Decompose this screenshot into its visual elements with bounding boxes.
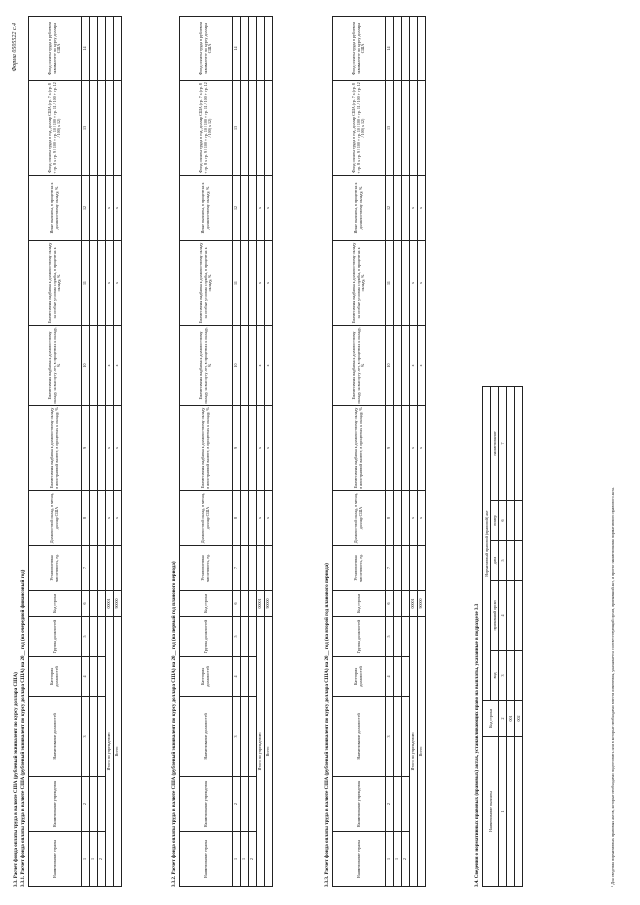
row-number: 2 [249, 832, 257, 887]
col-number: 13 [233, 81, 241, 176]
col-number: 11 [386, 241, 394, 326]
data-cell[interactable] [90, 176, 98, 241]
data-cell[interactable] [90, 697, 98, 777]
col-header: Иные выплаты, в процентах к должностному окладу, % [333, 176, 386, 241]
total-row-code: 90000 [418, 591, 426, 617]
data-cell[interactable] [402, 17, 410, 81]
data-cell[interactable] [249, 241, 257, 326]
total-row [265, 17, 273, 887]
x-mark: x [265, 491, 273, 546]
col-number: 7 [82, 546, 90, 591]
x-mark: x [418, 241, 426, 326]
data-cell[interactable] [241, 657, 249, 697]
col-number: 4 [82, 657, 90, 697]
data-cell[interactable] [90, 777, 98, 832]
norm-h-group: Нормативный правовой (правовой) акт [483, 386, 491, 700]
data-cell[interactable] [394, 406, 402, 491]
data-cell[interactable] [98, 326, 106, 406]
col-number: 14 [82, 17, 90, 81]
x-mark: x [265, 176, 273, 241]
x-mark: x [410, 241, 418, 326]
total-cell[interactable] [114, 546, 122, 591]
x-mark: x [265, 241, 273, 326]
col-number: 9 [386, 406, 394, 491]
data-cell[interactable] [90, 406, 98, 491]
col-header: Наименование должностей [333, 697, 386, 777]
norm-cell[interactable] [515, 386, 523, 500]
data-cell[interactable] [249, 777, 257, 832]
table1-title: 3.3.1. Расчет фонда оплаты труда в валюте США (рублевый эквивалент по курсу доллара США) на 20__ год (на очередной финансовый год) [21, 569, 26, 887]
data-cell[interactable] [249, 17, 257, 81]
col-header: Код строки [333, 591, 386, 617]
col-header: Должностной оклад, в месяц, доллар США [29, 491, 82, 546]
norm-num: 7 [499, 386, 507, 500]
col-number: 7 [386, 546, 394, 591]
col-header: Группа должностей [29, 617, 82, 657]
subtotal-row [257, 17, 265, 887]
row-number: 1 [241, 832, 249, 887]
x-mark: x [114, 406, 122, 491]
total-cell[interactable] [265, 81, 273, 176]
data-cell[interactable] [241, 406, 249, 491]
data-cell[interactable] [98, 17, 106, 81]
col-number: 12 [386, 176, 394, 241]
col-header: Ежемесячная надбавка к должностному окладу за выслугу лет, в процентах к окладу, % [180, 326, 233, 406]
x-mark: x [106, 406, 114, 491]
x-mark: x [418, 406, 426, 491]
total-row [114, 17, 122, 887]
fot-table-3 [332, 16, 426, 887]
x-mark: x [106, 241, 114, 326]
norm-num: 5 [499, 541, 507, 581]
col-header: Фонд оплаты труда в рублевом эквиваленте по курсу доллара США [333, 17, 386, 81]
data-cell[interactable] [394, 657, 402, 697]
data-cell[interactable] [241, 81, 249, 176]
col-number: 6 [233, 591, 241, 617]
data-cell[interactable] [90, 491, 98, 546]
col-header: Ежемесячная надбавка к должностному окладу за особые условия службы, в процентах к окладу, % [333, 241, 386, 326]
data-cell[interactable] [241, 491, 249, 546]
x-mark: x [265, 406, 273, 491]
data-cell[interactable] [249, 546, 257, 591]
col-header: Ежемесячная надбавка к должностному окладу за выслугу лет, в процентах к окладу, % [333, 326, 386, 406]
norm-h-name: Наименование выплаты [483, 737, 499, 887]
total-row-label: Всего [114, 617, 122, 887]
data-cell[interactable] [90, 326, 98, 406]
data-cell[interactable] [402, 697, 410, 777]
data-cell[interactable] [394, 697, 402, 777]
data-cell[interactable] [394, 491, 402, 546]
data-cell[interactable] [402, 657, 410, 697]
norm-cell[interactable] [515, 737, 523, 887]
table2-title: 3.3.2. Расчет фонда оплаты труда в валюте США (рублевый эквивалент по курсу доллара США) на 20__ год (на первый год планового периода) [172, 561, 177, 887]
data-cell[interactable] [241, 591, 249, 617]
col-number: 5 [233, 617, 241, 657]
col-header: Код строки [29, 591, 82, 617]
norm-h-title: наименование [491, 386, 499, 500]
col-header: Наименование должностей [180, 697, 233, 777]
data-cell[interactable] [249, 591, 257, 617]
data-cell[interactable] [90, 17, 98, 81]
subtotal-row-code: 00001 [106, 591, 114, 617]
data-cell[interactable] [249, 81, 257, 176]
norm-h-kind: вид [491, 651, 499, 701]
x-mark: x [265, 326, 273, 406]
col-number: 13 [82, 81, 90, 176]
col-header: Ежемесячная надбавка к должностному окладу за выслугу лет, в процентах к окладу, % [29, 326, 82, 406]
subtotal-row [106, 17, 114, 887]
col-number: 10 [233, 326, 241, 406]
total-row [418, 17, 426, 887]
norm-cell[interactable] [507, 651, 515, 701]
data-cell[interactable] [394, 777, 402, 832]
data-cell[interactable] [402, 81, 410, 176]
col-header: Ежемесячная надбавка к должностному окладу за особые условия службы, в процентах к окладу, % [180, 241, 233, 326]
col-number: 14 [233, 17, 241, 81]
col-header: Иные выплаты, в процентах к должностному окладу, % [29, 176, 82, 241]
data-cell[interactable] [249, 491, 257, 546]
col-header: Наименование учреждения [333, 777, 386, 832]
footnote: ¹ Для сведения нормативных правовых актов, которые необходимо подготовить или в которые необходимо внести изменения, указывается соответствующий орган, принявший акт, и проект наименования нормативного правового акта. [610, 487, 615, 887]
total-cell[interactable] [410, 17, 418, 81]
data-cell[interactable] [402, 546, 410, 591]
total-cell[interactable] [106, 81, 114, 176]
data-cell[interactable] [402, 326, 410, 406]
data-cell[interactable] [249, 697, 257, 777]
data-cell[interactable] [241, 17, 249, 81]
col-number: 11 [233, 241, 241, 326]
x-mark: x [418, 491, 426, 546]
data-cell[interactable] [394, 617, 402, 657]
x-mark: x [257, 406, 265, 491]
data-cell[interactable] [402, 491, 410, 546]
data-cell[interactable] [241, 176, 249, 241]
col-header: Наименование должностей [29, 697, 82, 777]
data-cell[interactable] [249, 176, 257, 241]
data-cell[interactable] [98, 491, 106, 546]
x-mark: x [418, 326, 426, 406]
data-cell[interactable] [90, 81, 98, 176]
total-cell[interactable] [106, 546, 114, 591]
row-number: 2 [402, 832, 410, 887]
col-header: Ежемесячная надбавка к должностному окладу в иностранной валюте, в процентах к окладу, % [29, 406, 82, 491]
x-mark: x [114, 491, 122, 546]
col-header: Ежемесячная надбавка к должностному окладу в иностранной валюте, в процентах к окладу, % [333, 406, 386, 491]
section-heading: 3.3. Расчет фонда оплаты труда в валюте США (рублевый эквивалент по курсу доллара США) [14, 672, 19, 887]
data-cell[interactable] [98, 176, 106, 241]
data-cell[interactable] [402, 617, 410, 657]
data-cell[interactable] [98, 81, 106, 176]
x-mark: x [410, 326, 418, 406]
norm-cell[interactable] [515, 501, 523, 541]
col-number: 4 [386, 657, 394, 697]
data-cell[interactable] [249, 326, 257, 406]
norm-num: 1 [499, 737, 507, 887]
x-mark: x [257, 491, 265, 546]
norm-h-number: номер [491, 501, 499, 541]
col-header: Фонд оплаты труда в рублевом эквиваленте по курсу доллара США [29, 17, 82, 81]
data-cell[interactable] [249, 657, 257, 697]
data-cell[interactable] [394, 81, 402, 176]
col-header: Код строки [180, 591, 233, 617]
col-header: Наименование страны [180, 832, 233, 887]
col-number: 10 [82, 326, 90, 406]
col-number: 5 [82, 617, 90, 657]
data-cell[interactable] [90, 617, 98, 657]
col-number: 9 [82, 406, 90, 491]
col-header: Установленная численность, ед. [180, 546, 233, 591]
x-mark: x [418, 176, 426, 241]
data-cell[interactable] [241, 697, 249, 777]
data-cell[interactable] [402, 406, 410, 491]
col-header: Наименование страны [333, 832, 386, 887]
normative-title: 3.4. Сведения о нормативных правовых (правовых) актах, устанавливающих право на выплаты, указанные в подразделе 3.3 [475, 603, 480, 887]
total-row-code: 90000 [114, 591, 122, 617]
data-cell[interactable] [394, 326, 402, 406]
data-cell[interactable] [249, 406, 257, 491]
data-cell[interactable] [98, 657, 106, 697]
norm-code: 002 [515, 701, 523, 737]
total-row-label: Всего [418, 617, 426, 887]
col-header: Иные выплаты, в процентах к должностному окладу, % [180, 176, 233, 241]
total-cell[interactable] [265, 17, 273, 81]
data-cell[interactable] [394, 176, 402, 241]
col-number: 5 [386, 617, 394, 657]
data-cell[interactable] [394, 591, 402, 617]
x-mark: x [114, 326, 122, 406]
col-header: Наименование страны [29, 832, 82, 887]
norm-cell[interactable] [515, 541, 523, 581]
col-number: 6 [82, 591, 90, 617]
col-number: 3 [233, 697, 241, 777]
x-mark: x [114, 176, 122, 241]
fot-table-1 [28, 16, 122, 887]
data-cell[interactable] [98, 241, 106, 326]
col-header: Категория должностей [29, 657, 82, 697]
norm-cell[interactable] [507, 501, 515, 541]
subtotal-row-label: Итого по учреждению [257, 617, 265, 887]
col-number: 3 [386, 697, 394, 777]
total-cell[interactable] [106, 17, 114, 81]
data-cell[interactable] [402, 176, 410, 241]
col-header: Фонд оплаты труда в год, доллар США (гр. 7 x (гр. 8 + гр. 8 x гр. 9 / 100 + гр. 10 / 100 + гр. 11 / 100 + гр. 12 / 100) x 12) [29, 81, 82, 176]
norm-h-organ: принявший орган [491, 581, 499, 651]
col-number: 13 [386, 81, 394, 176]
norm-cell[interactable] [507, 386, 515, 500]
col-number: 1 [233, 832, 241, 887]
total-row-label: Всего [265, 617, 273, 887]
total-cell[interactable] [114, 17, 122, 81]
col-number: 12 [233, 176, 241, 241]
col-header: Ежемесячная надбавка к должностному окладу за особые условия службы, в процентах к окладу, % [29, 241, 82, 326]
x-mark: x [106, 176, 114, 241]
data-cell[interactable] [241, 241, 249, 326]
total-cell[interactable] [410, 546, 418, 591]
norm-cell[interactable] [507, 541, 515, 581]
col-number: 10 [386, 326, 394, 406]
data-cell[interactable] [402, 591, 410, 617]
x-mark: x [257, 326, 265, 406]
col-header: Фонд оплаты труда в год, доллар США (гр. 7 x (гр. 8 + гр. 8 x гр. 9 / 100 + гр. 10 / 100 + гр. 11 / 100 + гр. 12 / 100) x 12) [333, 81, 386, 176]
total-cell[interactable] [410, 81, 418, 176]
total-cell[interactable] [114, 81, 122, 176]
table3-title: 3.3.3. Расчет фонда оплаты труда в валюте США (рублевый эквивалент по курсу доллара США) на 20__ год (на второй год планового периода) [325, 563, 330, 887]
norm-num: 3 [499, 651, 507, 701]
total-cell[interactable] [418, 546, 426, 591]
norm-cell[interactable] [507, 581, 515, 651]
x-mark: x [410, 406, 418, 491]
total-cell[interactable] [257, 17, 265, 81]
col-header: Фонд оплаты труда в рублевом эквиваленте по курсу доллара США [180, 17, 233, 81]
data-cell[interactable] [98, 697, 106, 777]
form-tag: Форма 0505522 с.4 [12, 23, 18, 72]
data-cell[interactable] [90, 546, 98, 591]
data-cell[interactable] [402, 777, 410, 832]
col-header: Группа должностей [180, 617, 233, 657]
norm-cell[interactable] [515, 581, 523, 651]
col-header: Должностной оклад, в месяц, доллар США [180, 491, 233, 546]
x-mark: x [114, 241, 122, 326]
col-number: 4 [233, 657, 241, 697]
data-cell[interactable] [241, 546, 249, 591]
data-cell[interactable] [241, 326, 249, 406]
row-number: 1 [90, 832, 98, 887]
subtotal-row-label: Итого по учреждению [106, 617, 114, 887]
norm-h-date: дата [491, 541, 499, 581]
data-cell[interactable] [402, 241, 410, 326]
x-mark: x [257, 176, 265, 241]
col-header: Категория должностей [333, 657, 386, 697]
total-row-code: 90000 [265, 591, 273, 617]
data-cell[interactable] [98, 617, 106, 657]
col-number: 2 [82, 777, 90, 832]
data-cell[interactable] [90, 591, 98, 617]
norm-num: 2 [499, 701, 507, 737]
col-header: Установленная численность, ед. [333, 546, 386, 591]
col-number: 1 [82, 832, 90, 887]
data-cell[interactable] [90, 241, 98, 326]
norm-cell[interactable] [507, 737, 515, 887]
x-mark: x [410, 491, 418, 546]
data-cell[interactable] [241, 617, 249, 657]
norm-num: 4 [499, 581, 507, 651]
col-number: 2 [386, 777, 394, 832]
col-header: Должностной оклад, в месяц, доллар США [333, 491, 386, 546]
total-cell[interactable] [265, 546, 273, 591]
row-number: 2 [98, 832, 106, 887]
col-number: 1 [386, 832, 394, 887]
x-mark: x [410, 176, 418, 241]
data-cell[interactable] [394, 546, 402, 591]
subtotal-row-code: 00001 [410, 591, 418, 617]
col-number: 12 [82, 176, 90, 241]
data-cell[interactable] [98, 777, 106, 832]
norm-cell[interactable] [515, 651, 523, 701]
fot-table-2 [179, 16, 273, 887]
x-mark: x [106, 326, 114, 406]
data-cell[interactable] [90, 657, 98, 697]
col-header: Установленная численность, ед. [29, 546, 82, 591]
col-header: Категория должностей [180, 657, 233, 697]
x-mark: x [106, 491, 114, 546]
data-cell[interactable] [98, 546, 106, 591]
col-number: 2 [233, 777, 241, 832]
col-number: 6 [386, 591, 394, 617]
col-number: 8 [82, 491, 90, 546]
total-cell[interactable] [257, 81, 265, 176]
data-cell[interactable] [249, 617, 257, 657]
total-cell[interactable] [257, 546, 265, 591]
col-number: 8 [386, 491, 394, 546]
norm-num: 6 [499, 501, 507, 541]
col-header: Наименование учреждения [180, 777, 233, 832]
col-number: 14 [386, 17, 394, 81]
norm-code: 001 [507, 701, 515, 737]
col-header: Группа должностей [333, 617, 386, 657]
norm-h-code: Код строки [483, 701, 499, 737]
normative-table [482, 386, 523, 887]
col-header: Фонд оплаты труда в год, доллар США (гр. 7 x (гр. 8 + гр. 8 x гр. 9 / 100 + гр. 10 / 100 + гр. 11 / 100 + гр. 12 / 100) x 12) [180, 81, 233, 176]
col-number: 3 [82, 697, 90, 777]
col-number: 9 [233, 406, 241, 491]
x-mark: x [257, 241, 265, 326]
subtotal-row-label: Итого по учреждению [410, 617, 418, 887]
col-number: 8 [233, 491, 241, 546]
col-header: Наименование учреждения [29, 777, 82, 832]
col-header: Ежемесячная надбавка к должностному окладу в иностранной валюте, в процентах к окладу, % [180, 406, 233, 491]
data-cell[interactable] [98, 591, 106, 617]
col-number: 7 [233, 546, 241, 591]
data-cell[interactable] [98, 406, 106, 491]
subtotal-row-code: 00001 [257, 591, 265, 617]
col-number: 11 [82, 241, 90, 326]
total-cell[interactable] [418, 17, 426, 81]
row-number: 1 [394, 832, 402, 887]
data-cell[interactable] [241, 777, 249, 832]
subtotal-row [410, 17, 418, 887]
data-cell[interactable] [394, 241, 402, 326]
data-cell[interactable] [394, 17, 402, 81]
total-cell[interactable] [418, 81, 426, 176]
